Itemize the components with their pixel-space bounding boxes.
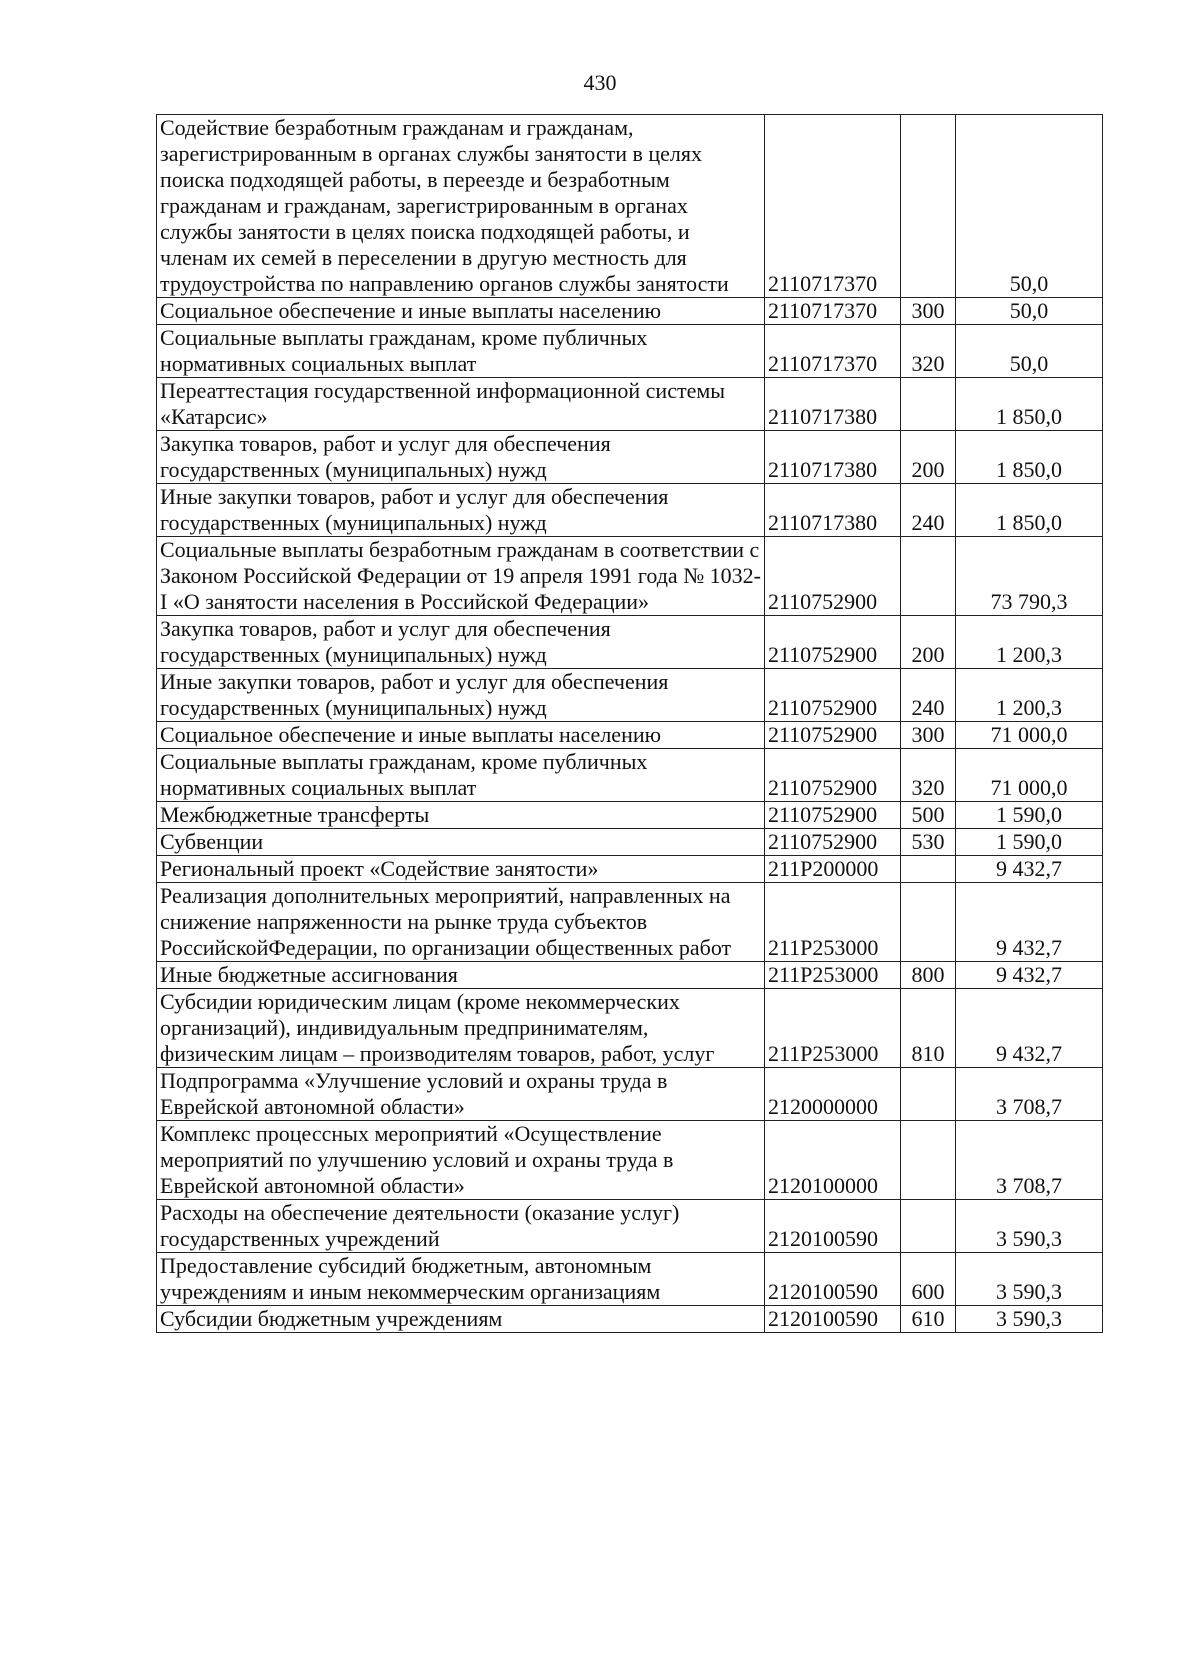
table-row	[157, 115, 1103, 298]
table-row	[157, 537, 1103, 616]
name-cell: Межбюджетные трансферты	[157, 802, 765, 829]
code-cell: 2110717370	[765, 298, 901, 325]
name-cell: Расходы на обеспечение деятельности (оказание услуг) государственных учреждений	[157, 1200, 765, 1253]
code-cell: 2120100000	[765, 1121, 901, 1200]
sum-cell: 3 590,3	[956, 1200, 1103, 1253]
sum-cell: 1 850,0	[956, 484, 1103, 537]
table-row	[157, 1306, 1103, 1333]
table-row	[157, 1253, 1103, 1306]
sum-cell: 9 432,7	[956, 989, 1103, 1068]
table-row	[157, 1068, 1103, 1121]
sum-cell: 50,0	[956, 298, 1103, 325]
table-row	[157, 298, 1103, 325]
sum-cell: 3 708,7	[956, 1068, 1103, 1121]
table-row	[157, 1121, 1103, 1200]
sum-cell: 3 708,7	[956, 1121, 1103, 1200]
code-cell: 2110752900	[765, 829, 901, 856]
sum-cell: 1 850,0	[956, 431, 1103, 484]
sum-cell: 50,0	[956, 115, 1103, 298]
type-cell: 200	[901, 431, 956, 484]
sum-cell: 1 200,3	[956, 669, 1103, 722]
code-cell: 2110752900	[765, 722, 901, 749]
code-cell: 2110752900	[765, 669, 901, 722]
type-cell: 320	[901, 749, 956, 802]
type-cell: 610	[901, 1306, 956, 1333]
code-cell: 2110717370	[765, 115, 901, 298]
page-number: 430	[583, 70, 617, 95]
name-cell: Переаттестация государственной информационной системы «Катарсис»	[157, 378, 765, 431]
sum-cell: 3 590,3	[956, 1306, 1103, 1333]
sum-cell: 71 000,0	[956, 722, 1103, 749]
sum-cell: 9 432,7	[956, 856, 1103, 883]
name-cell: Иные закупки товаров, работ и услуг для обеспечения государственных (муниципальных) нужд	[157, 484, 765, 537]
type-cell: 530	[901, 829, 956, 856]
code-cell: 2110717370	[765, 325, 901, 378]
code-cell: 2110752900	[765, 537, 901, 616]
code-cell: 2120100590	[765, 1200, 901, 1253]
code-cell: 2110717380	[765, 484, 901, 537]
type-cell: 810	[901, 989, 956, 1068]
table-row	[157, 962, 1103, 989]
table-row	[157, 484, 1103, 537]
code-cell: 2110752900	[765, 616, 901, 669]
name-cell: Предоставление субсидий бюджетным, автономным учреждениям и иным некоммерческим организациям	[157, 1253, 765, 1306]
code-cell: 2120100590	[765, 1306, 901, 1333]
name-cell: Социальные выплаты безработным гражданам в соответствии с Законом Российской Федерации от 19 апреля 1991 года № 1032-I «О занятости населения в Российской Федерации»	[157, 537, 765, 616]
code-cell: 211P200000	[765, 856, 901, 883]
code-cell: 2110752900	[765, 802, 901, 829]
type-cell	[901, 537, 956, 616]
sum-cell: 9 432,7	[956, 962, 1103, 989]
type-cell: 500	[901, 802, 956, 829]
budget-table-body	[157, 115, 1103, 1333]
name-cell: Социальные выплаты гражданам, кроме публичных нормативных социальных выплат	[157, 749, 765, 802]
type-cell: 300	[901, 722, 956, 749]
budget-table	[156, 114, 1103, 1333]
name-cell: Субсидии юридическим лицам (кроме некоммерческих организаций), индивидуальным предпринимателям, физическим лицам – производителям товаров, работ, услуг	[157, 989, 765, 1068]
code-cell: 2110717380	[765, 431, 901, 484]
name-cell: Закупка товаров, работ и услуг для обеспечения государственных (муниципальных) нужд	[157, 616, 765, 669]
sum-cell: 3 590,3	[956, 1253, 1103, 1306]
sum-cell: 73 790,3	[956, 537, 1103, 616]
name-cell: Социальное обеспечение и иные выплаты населению	[157, 298, 765, 325]
sum-cell: 1 850,0	[956, 378, 1103, 431]
name-cell: Субсидии бюджетным учреждениям	[157, 1306, 765, 1333]
name-cell: Иные закупки товаров, работ и услуг для обеспечения государственных (муниципальных) нужд	[157, 669, 765, 722]
type-cell	[901, 883, 956, 962]
code-cell: 2120000000	[765, 1068, 901, 1121]
table-row	[157, 378, 1103, 431]
sum-cell: 50,0	[956, 325, 1103, 378]
table-row	[157, 1200, 1103, 1253]
name-cell: Иные бюджетные ассигнования	[157, 962, 765, 989]
sum-cell: 71 000,0	[956, 749, 1103, 802]
table-row	[157, 829, 1103, 856]
code-cell: 211P253000	[765, 883, 901, 962]
type-cell	[901, 378, 956, 431]
name-cell: Подпрограмма «Улучшение условий и охраны труда в Еврейской автономной области»	[157, 1068, 765, 1121]
type-cell: 200	[901, 616, 956, 669]
type-cell: 300	[901, 298, 956, 325]
name-cell: Содействие безработным гражданам и гражданам, зарегистрированным в органах службы занятости в целях поиска подходящей работы, в переезде и безработным гражданам и гражданам, зарегистрированным в органах службы занятости в целях поиска подходящей работы, и членам их семей в переселении в другую местность для трудоустройства по направлению органов службы занятости	[157, 115, 765, 298]
type-cell: 800	[901, 962, 956, 989]
table-row	[157, 616, 1103, 669]
table-row	[157, 669, 1103, 722]
code-cell: 211P253000	[765, 989, 901, 1068]
table-row	[157, 722, 1103, 749]
name-cell: Комплекс процессных мероприятий «Осуществление мероприятий по улучшению условий и охраны труда в Еврейской автономной области»	[157, 1121, 765, 1200]
type-cell: 240	[901, 669, 956, 722]
table-row	[157, 325, 1103, 378]
code-cell: 211P253000	[765, 962, 901, 989]
sum-cell: 9 432,7	[956, 883, 1103, 962]
sum-cell: 1 590,0	[956, 829, 1103, 856]
code-cell: 2120100590	[765, 1253, 901, 1306]
name-cell: Социальное обеспечение и иные выплаты населению	[157, 722, 765, 749]
name-cell: Закупка товаров, работ и услуг для обеспечения государственных (муниципальных) нужд	[157, 431, 765, 484]
code-cell: 2110752900	[765, 749, 901, 802]
code-cell: 2110717380	[765, 378, 901, 431]
type-cell	[901, 1068, 956, 1121]
name-cell: Региональный проект «Содействие занятости»	[157, 856, 765, 883]
sum-cell: 1 590,0	[956, 802, 1103, 829]
type-cell: 240	[901, 484, 956, 537]
table-row	[157, 749, 1103, 802]
table-row	[157, 883, 1103, 962]
table-row	[157, 856, 1103, 883]
name-cell: Субвенции	[157, 829, 765, 856]
type-cell	[901, 115, 956, 298]
sum-cell: 1 200,3	[956, 616, 1103, 669]
table-row	[157, 989, 1103, 1068]
type-cell	[901, 1121, 956, 1200]
type-cell: 320	[901, 325, 956, 378]
type-cell	[901, 856, 956, 883]
type-cell	[901, 1200, 956, 1253]
table-row	[157, 431, 1103, 484]
table-row	[157, 802, 1103, 829]
type-cell: 600	[901, 1253, 956, 1306]
name-cell: Реализация дополнительных мероприятий, направленных на снижение напряженности на рынке труда субъектов РоссийскойФедерации, по организации общественных работ	[157, 883, 765, 962]
name-cell: Социальные выплаты гражданам, кроме публичных нормативных социальных выплат	[157, 325, 765, 378]
